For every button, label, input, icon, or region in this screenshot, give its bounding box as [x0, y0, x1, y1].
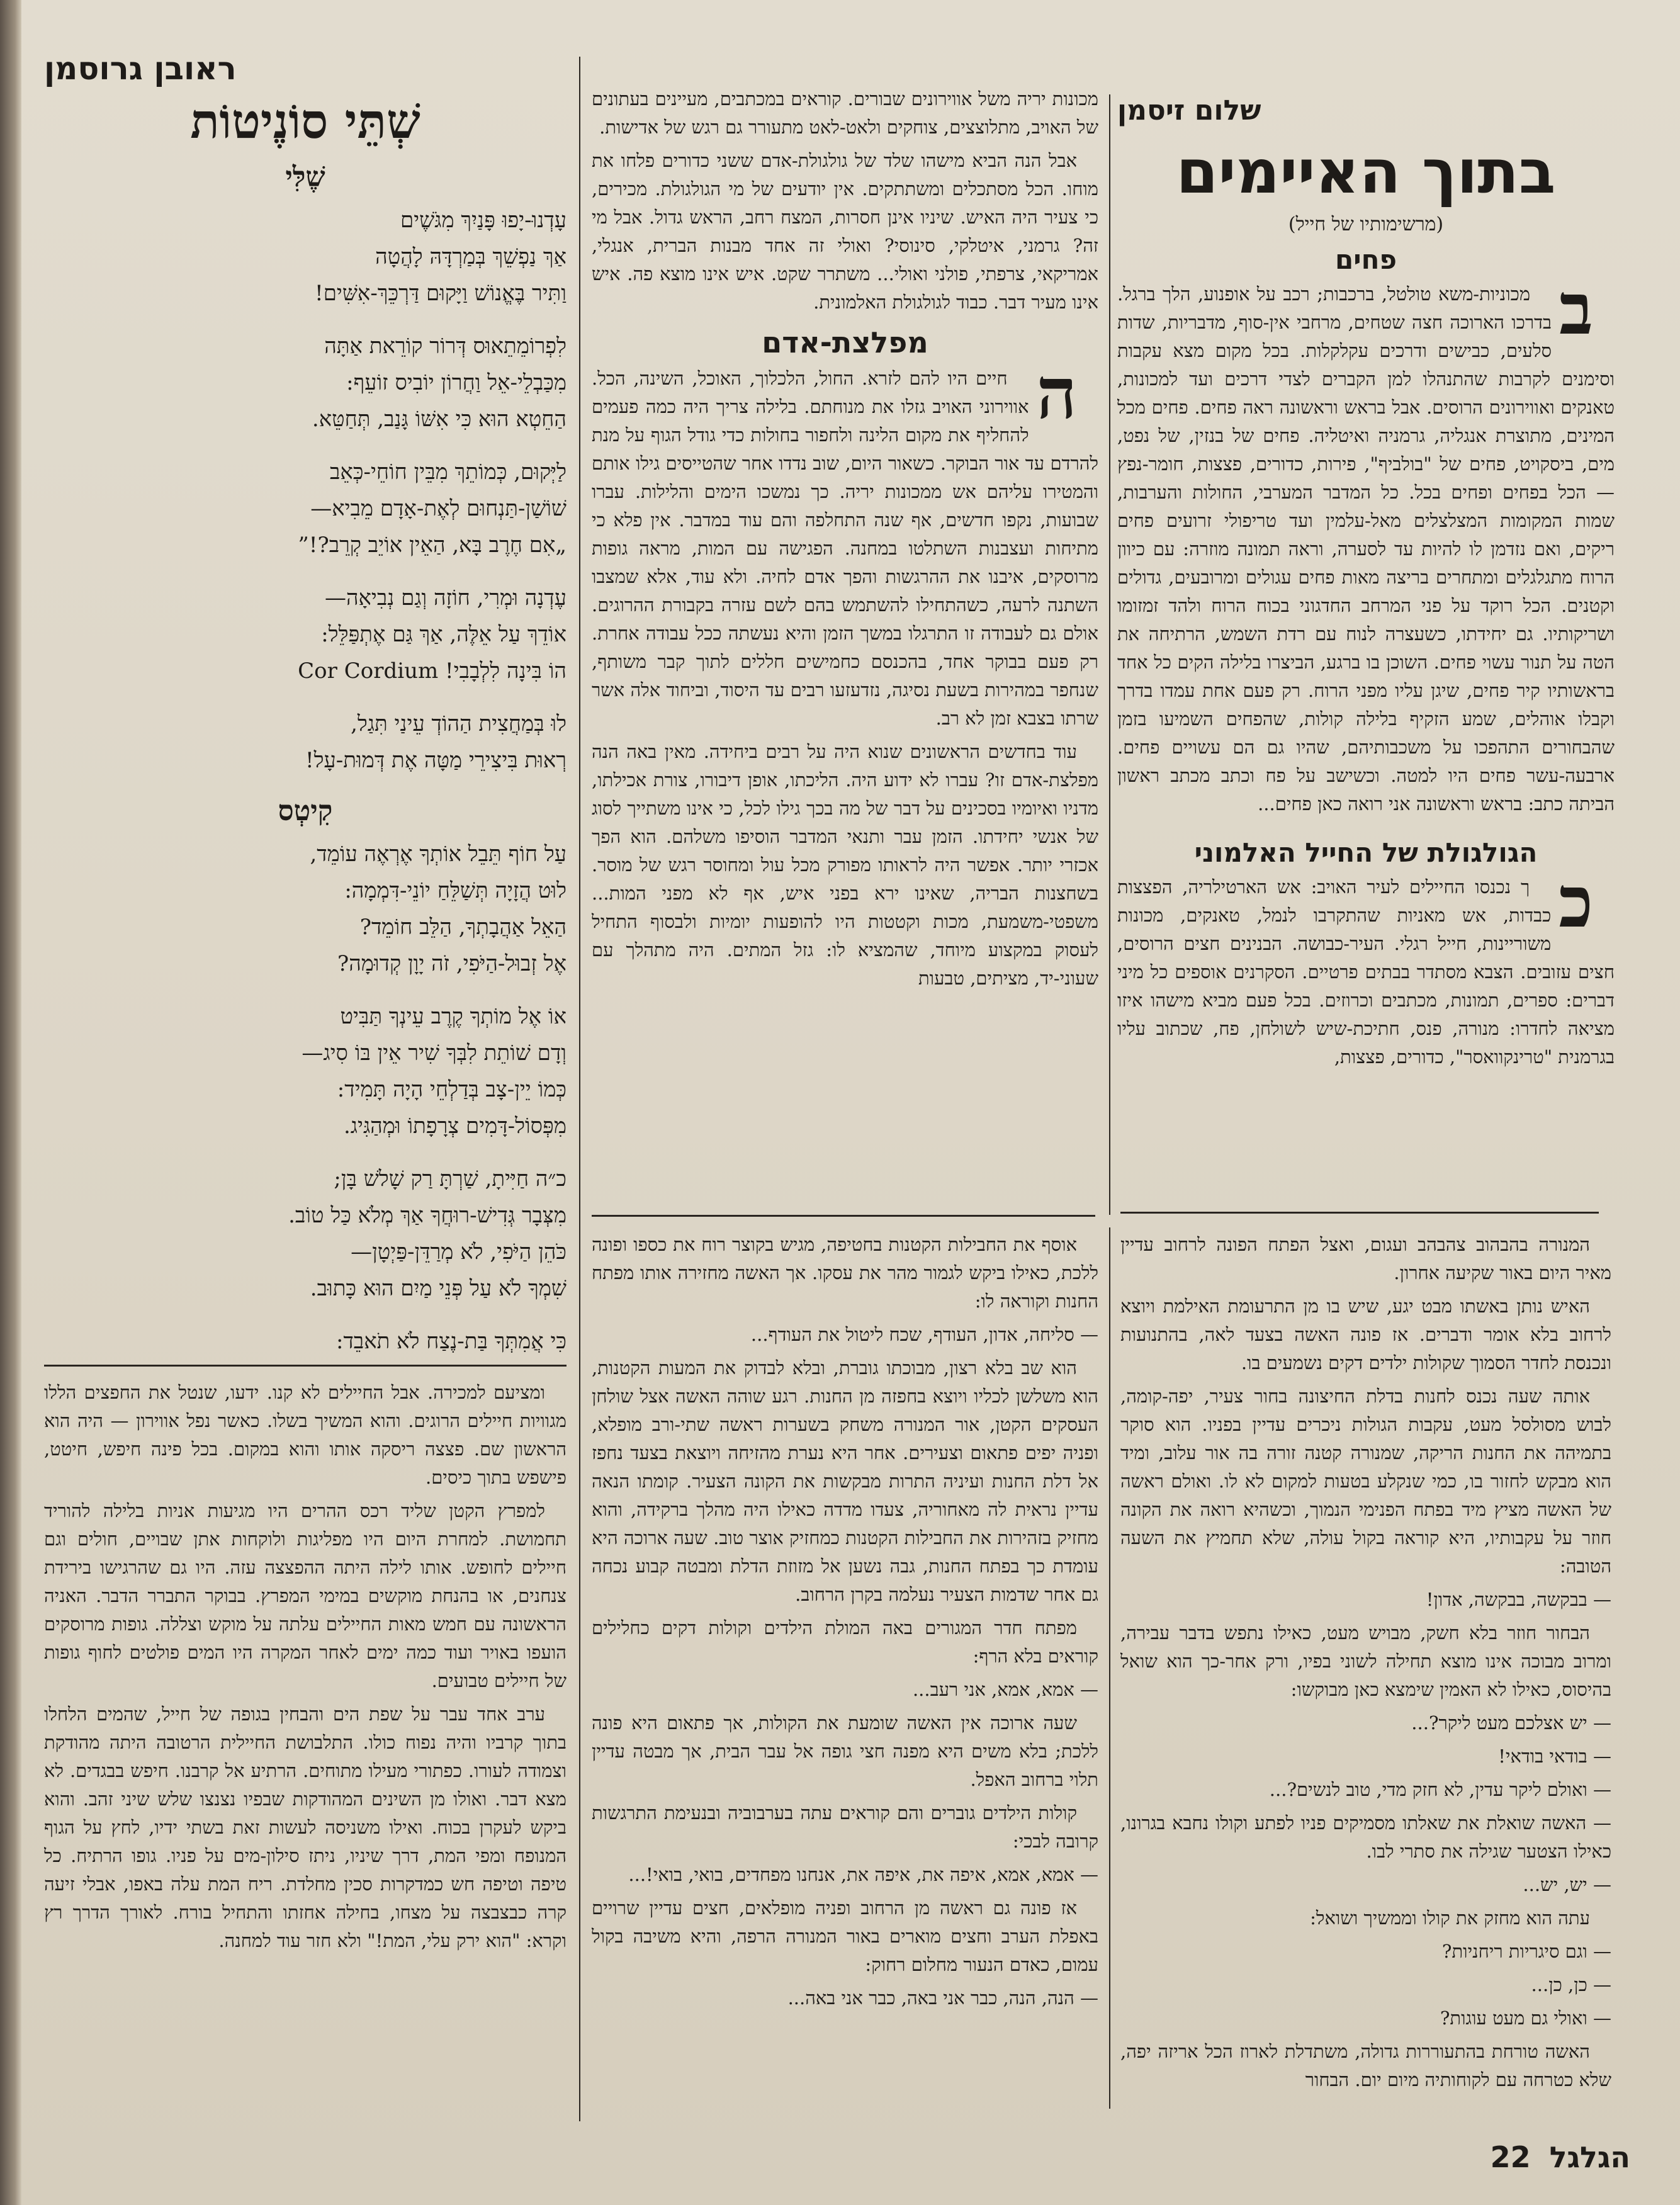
poem-line: לוּט הֲזָיָה תְּשַׁלֵּחַ יוֹנֵי-דִּמְמָה:	[344, 878, 567, 903]
poem-line: רְאוּת בִּיצִירֵי מַטָּה אֶת דְּמוּת-עָל!	[305, 748, 567, 773]
paragraph: שעה ארוכה אין האשה שומעת את הקולות, אך פתאום היא פונה ללכת; בלא משים היא מפנה חצי גופה אל עבר הבית, אך מבטה עדיין תלוי ברחוב האפל.	[592, 1712, 1098, 1790]
paragraph-skull: אבל הנה הביא מישהו שלד של גולגולת-אדם ששני כדורים פלחו את מוחו. הכל מסתכלים ומשתתקים. אין יודעים של מי הגולגולת. מכירים, כי צעיר היה האיש. שיניו אינן חסרות, המצח רחב, הראש גדול. אבל מי זה? גרמני, איטלקי, סינוסי? ואולי זה אחד מבנות הברית, אנגלי, אמריקאי, צרפתי, פולני ואולי... משתרר שקט. איש אינו מוצא פה. איש אינו מעיר דבר. כבוד לגולגולת האלמונית.	[592, 150, 1098, 313]
paragraph: עתה הוא מחזק את קולו וממשיך ושואל:	[1310, 1907, 1590, 1929]
poem-line: וַתִּיר בֶּאֱנוֹשׁ וַיָּקוּם דַּרְכֵּךְ-אִשִּׁים!	[315, 281, 567, 306]
binding-edge	[0, 0, 21, 2205]
paragraph: — יש אצלכם מעט ליקר?...	[1411, 1712, 1611, 1734]
poem-line: עַל חוֹף תֵּבֵל אוֹתְךָ אֶרְאֶה עוֹמֵד,	[310, 842, 567, 867]
story-column-left-bottom	[44, 1379, 567, 2121]
story-subtitle: (מרשימותיו של חייל)	[1288, 213, 1444, 235]
poem-line: אַךְ נַפְשֵׁךְ בְּמַרְדָּהּ לָהֲטָה	[375, 244, 567, 269]
paragraph: מפתח חדר המגורים באה המולת הילדים וקולות דקים כחלילים קוראים בלא הרף:	[592, 1617, 1098, 1667]
section-divider	[1120, 1212, 1599, 1214]
poem-line: שׁוֹשַׁן-תַּנְחוּם לְאֶת-אָדָם מֵבִיא—	[310, 496, 567, 521]
poem-keats	[44, 836, 567, 1360]
column-rule	[1109, 1227, 1110, 2109]
poem-line: מִכַּבְלֵי-אֵל וַחֲרוֹן יוֹבִיס זוֹעֵף:	[346, 370, 567, 395]
story-author: שלום זיסמן	[1117, 94, 1261, 127]
paragraph: אז פונה גם ראשה מן הרחוב ופניה מופלאים, חצים עדיין שרויים באפלת הערב וחצים מוארים באור המנורה הרפה, והיא משיבה בקול עמום, כאדם הנעור מחלום רחוק:	[592, 1897, 1098, 1975]
section-divider	[592, 1215, 1095, 1217]
story2-text-middle	[592, 1231, 1098, 2012]
poem-title-sheli: שֶׁלִּי	[285, 161, 325, 193]
column-rule	[579, 57, 580, 2121]
poem-line: „אִם חֶרֶב בָּא, הַאֵין אוֹיֵב קְרֵב?!”	[298, 533, 567, 558]
story-text-left-bottom	[44, 1379, 567, 1955]
section-heading-skull: הגולגולת של החייל האלמוני	[1194, 837, 1538, 868]
poem-line: הוֹ בִּינָה לִלְבָבִי! Cor Cordium	[298, 658, 567, 684]
poem-line: לוּ בְּמַחֲצִית הַהוֹדְ עֵינַי תִּגַל,	[351, 711, 567, 736]
paragraph: — הנה, הנה, כבר אני באה, כבר אני באה...	[787, 1987, 1098, 2009]
section-text-skull: כך נכנסו החיילים לעיר האויב: אש הארטילריה, הפצצות כבדות, אש מאניות שהתקרבו לנמל, טאנקים, מכונות משוריינות, חייל רגלי. העיר-כבושה. הבנינים חצים הרוסים, חצים עזובים. הצבא מסתדר בבתים פרטיים. הסקרנים אוספים כל מיני דברים: ספרים, תמונות, מכתבים וכרוזים. בכל פעם מביא מישהו איזו מציאה לחדרו: מנורה, פנס, חתיכת-שיש לשולחן, פח, שכתוב עליו בגרמנית "טרינקוואסר", כדורים, פצצות,	[1117, 861, 1615, 1068]
poem-line: וְדָם שׁוֹתֵת לִבְּךָ שִׁיר אֵין בּוֹ סִיג—	[302, 1040, 567, 1066]
poem-line: הַאֵל אַהֲבָתְךָ, הַלֵּב חוֹמֵד?	[359, 915, 567, 940]
paragraph: האיש נותן באשתו מבט יגע, שיש בו מן התרעומת האילמת ויוצא לרחוב בלא אומר ודברים. אז פונה האשה בצעד לאה, בהתנועות ונכנסת לחדר הסמוך שקולות ילדים דקים נשמעים בו.	[1120, 1295, 1611, 1373]
story-title: בתוך האיימים	[1176, 137, 1556, 207]
paragraph-cont: מכונות יריה משל אווירונים שבורים. קוראים במכתבים, מעיינים בעתונים של האויב, מתלוצצים, צוחקים ולאט-לאט מתעורר גם רגש של אדישות.	[592, 88, 1098, 138]
paragraph: אותה שעה נכנס לחנות בדלת החיצונה בחור צעיר, יפה-קומה, לבוש מסולסל מעט, עקבות הגולות ניכרים עדיין בפניו. הוא סוקר בתמיהה את החנות הריקה, שמנורה קטנה זורה בה אור עלוב, ומיד הוא מבקש לחזור בו, כמי שנקלע בטעות למקום לא לו. ואולם ראשה של האשה מציץ מיד בפתח הפנימי הנמוך, וכשהיא רואה את הקונה חוזר על עקבותיו, היא קוראה בקול עולה, שלא תחמיץ את השעה הטובה:	[1120, 1385, 1611, 1577]
paragraph: — האשה שואלת את שאלתו מסמיקים פניו לפתע וקולו נחבא בגרונו, כאילו הצטער שגילה את סתרי לבו.	[1120, 1812, 1611, 1862]
paragraph: — וגם סיגריות ריחניות?	[1441, 1941, 1611, 1962]
paragraph: — סליחה, אדון, העודף, שכח ליטול את העודף...	[750, 1324, 1098, 1345]
paragraph: הוא שב בלא רצון, מבוכתו גוברת, ובלא לבדוק את המעות הקטנות, הוא משלשן לכליו ויוצא בחפזה מן החנות. רגע שוהה האשה אצל שולחן העסקים הקטן, אור המנורה משחק בשערות ראשה שתי-ורב מופלא, ופניה יפים פתאום וצעירים. אחר היא נערת מהזיחה ויוצאת בצעד נחפז אל דלת החנות ועיניה התרות מבקשות את הקונה הצעיר. קומתו הנאה עדיין נראית לה מאחוריה, צעדו מדדה כאילו היה מהלך ברקידה, והוא מחזיק בזהירות את החבילות הקטנות כמחזיק אוצר טוב. שעה ארוכה היא עומדת כך בפתח החנות, גבה נשען אל מזוזת הדלת ומבטה קבוע נכחה גם אחר שדמות הצעיר נעלמה בקרן הרחוב.	[592, 1357, 1098, 1605]
stanza	[44, 1161, 567, 1307]
paragraph: — בבקשה, בבקשה, אדון!	[1426, 1589, 1611, 1610]
poem-line: כִּי אֲמִתְּךָ בַּת-נֶצַח לֹא תֹאבֵד:	[336, 1329, 567, 1354]
paragraph: ערב אחד עבר על שפת הים והבחין בגופה של חייל, שהמים הלחלו בתוך קרביו והיה נפוח כולו. התלבושת החיילית הרטובה היתה מהודקת וצמודה לעורו. כפתורי מעילו מתוחים. הרתיע אל קרבנו. חיפש בבגדים. לא מצא דבר. ואולו מן השינים המהודקות שבפיו נצנצו שלש שיני זהב. והוא ביקש לעקרן בכוח. ואילו משניסה לעשות זאת בשתי ידיו, לחץ על הגוף המנופח ומפי המת, דרך שיניו, ניתז סילון-מים על פניו. גופו הרתיח. כל טיפה וטיפה חש כמדקרות סכין מחלדת. ריח המת עלה באפו, אבלי זיעה קרה כבצבצה על מצחו, בחילה אחזתו והתחיל בורח. לאורך הדרך רץ וקרא: "הוא ירק עלי, המת!" ולא חזר עוד למחנה.	[44, 1703, 567, 1951]
paragraph: — אמא, אמא, אני רעב...	[912, 1679, 1098, 1700]
story2-column-right	[1120, 1231, 1611, 2121]
paragraph: האשה טורחת בהתעוררות גדולה, משתדלת לארוז הכל אריזה יפה, שלא כטרחה עם לקוחותיה מיום יום. הבחור	[1120, 2041, 1611, 2090]
stanza	[44, 454, 567, 563]
poem-line: אוֹ אֶל מוֹתְךָ קֶרֶב עֵינְךָ תַּבִּיט	[340, 1004, 567, 1029]
paragraph: אוסף את החבילות הקטנות בחטיפה, מגיש בקוצר רוח את כספו ופונה ללכת, כאילו ביקש לגמור מהר את עסקו. אך האשה מחזירה אותו מפתח החנות וקוראה לו:	[592, 1234, 1098, 1312]
poems-title: שְׁתֵּי סוֹנֶיטוֹת	[190, 93, 420, 149]
section-text-monster: החיים היו להם לזרא. החול, הלכלוך, האוכל, השינה, הכל. אווירוני האויב גזלו את מנוחתם. בלילה צריך היה כמה פעמים להחליף את מקום הלינה ולחפור בחולות כדי גודל הגוף על מנת להרדם עד אור הבוקר. כשאור היום, שוב נדדו אחר שהטייסים גילו אותם והמטירו עליהם אש ממכונות יריה. כך נמשכו הימים והלילות. עברו שבועות, נקפו חדשים, אף שנה התחלפה והם עוד במדבר. אין פלא כי מתיחות ועצבנות השתלטו במחנה. הפגישה עם המות, מראה גופות מרוסקים, איבנו את ההרגשות והפך אדם לחיה. ולא עוד, אלא שמצבו השתנה לרעה, כשהתחילו להשתמש בהם לשם עזרה בקבורת ההרוגים. אולם גם לעבודה זו התרגלו במשך הזמן והיא נעשתה ככל עבודה אחרת. רק פעם בבוקר אחד, בהכנסם כחמישים חללים לתוך קבר משותף, שנחפר במהירות בשעת נסיגה, נזדעזעו רבים עד היסוד, וביחוד אלה אשר שרתו בצבא זמן לא רב.	[592, 352, 1098, 729]
story-column-middle	[592, 85, 1098, 1212]
poem-line: מִצְּבָר גְּדִישׁ-רוּחֲךָ אַךְ מְלֹא כַּל טוֹב.	[288, 1203, 567, 1228]
magazine-name: הגלגל	[1549, 2140, 1630, 2174]
poem-title-keats: קִיטְס	[278, 795, 333, 827]
paragraph: — ואולי גם מעט עוגות?	[1440, 2007, 1611, 2029]
poem-line: כ״ה חַיִּיתָ, שַׁרְתָּ רַק שָׁלשׁ בָּן;	[334, 1166, 567, 1192]
story2-text-right	[1120, 1231, 1611, 2094]
paragraph-monster-2: עוד בחדשים הראשונים שנוא היה על רבים ביחידה. מאין באה הנה מפלצת-אדם זו? עברו לא ידוע היה. הליכתו, אופן דיבורו, צורת אכילתו, מדניו ואיומיו בסכינים על דבר של מה בכך גילו לכל, כי אינו משתייך לסוג של אנשי יחידתו. הזמן עבר ותנאי המדבר הוסיפו משלהם. הוא הפך אכזרי יותר. אפשר היה לראותו מפורק מכל עול ומחוסר רגש של מוסר. בשחצנות הבריה, שאינו ירא בפני איש, אף לא מפני המות... משפטי-משמעת, מכות וקטטות היו להופעות יומיות ולבסוף התחיל לעסוק במקצוע מיוחד, שהמציא לו: גזל המתים. היה מתהלך עם שעוני-יד, מציתים, טבעות	[592, 741, 1098, 989]
poet-name: ראובן גרוסמן	[44, 50, 237, 87]
poem-sheli	[44, 202, 567, 779]
paragraph: — אמא, אמא, איפה את, איפה את, אנחנו מפחדים, בואי, בואי!...	[628, 1864, 1098, 1885]
paragraph: קולות הילדים גוברים והם קוראים עתה בערבוביה ובנעימת התרגשות קרובה לבכי:	[592, 1802, 1098, 1852]
story2-column-middle	[592, 1231, 1098, 2121]
poem-line: אֶל זְבוּל-הַיֹּפִי, זֹה יָוָן קְדוּמָה?	[337, 951, 567, 976]
story-column-right	[1117, 94, 1615, 1209]
poem-line: לִפְרוֹמֵתֵאוּס דְּרוֹר קוֹרֵאת אַתָּה	[324, 334, 567, 359]
section-text-cans: במכוניות-משא טולטל, ברכבות; רכב על אופנוע, הלך ברגל. בדרכו הארוכה חצה שטחים, מרחבי אין-סוף, מדבריות, שדות סלעים, כבישים ודרכים עקלקלות. בכל מקום מצא עקבות וסימנים לקרבות שהתנהלו למן הקברים לצדי דרכים ועד למכונות, טאנקים ואווירונים הרוסים. אבל בראש וראשונה ראה פחים. פחים מכל המינים, מתוצרת אנגליה, גרמניה ואיטליה. פחים של בנזין, של נפט, מים, ביסקויט, פחים של "בולביף", פירות, כדורים, פצצות, חומר-נפץ — הכל בפחים ופחים בכל. כל המדבר המערבי, החולות והערבות, שמות המקומות המצלצלים מאל-עלמין ועד טריפולי זרועים פחים ריקים, ואם נזדמן לו להיות עד לסערה, וראה תמונה מוזרה: עם כיוון הרוח מתגלגלים ומתחרים בריצה מאות פחים עגולים ומרובעים, גדולים וקטנים. הכל רוקד על פני המרחב החדגוני בכוח הרוח ולהד זמזומו ושריקותיו. גם יחידתו, כשעצרה לנוח עם רדת השמש, הרתיחה את הטה על תנור עשוי פחים. השוכן בו ברגע, הביצרו בלילה הקים כל אחד בראשותיו קיר פחים, שיגן עליו מפני הרוח. רק פעם אחת עמדו בדרך וקבלו אוהלים, שמע הזקיף בלילה קולות, שהפחים השמיעו בזמן שהבחורים התהפכו על משכבותיהם, שהיו גם הם עשויים פחים. ארבעה-עשר פחים היו למטה. וכשישב על פח וכתב מכתב ראשון הביתה כתב: בראש וראשונה אני רואה כאן פחים...	[1117, 268, 1615, 815]
paragraph: — כן, כן...	[1531, 1974, 1611, 1995]
paragraph: המנורה בהבהוב צהבהב ועגום, ואצל הפתח הפונה לרחוב עדיין מאיר היום באור שקיעה אחרון.	[1120, 1234, 1611, 1283]
page-footer	[1448, 2140, 1630, 2174]
stanza	[44, 202, 567, 312]
stanza	[44, 706, 567, 779]
poem-column	[44, 50, 567, 1360]
column-rule	[1109, 94, 1110, 1215]
poem-line: כְּמוֹ יֵין-צָב בְּדַלְחֵי הָיָה תָּמִיד:	[337, 1077, 567, 1102]
section-heading-monster: מפלצת-אדם	[762, 325, 928, 359]
poem-line: עֶדְנָה וּמְרִי, חוֹזָה וְגַם נְבִיאָה—	[324, 585, 567, 611]
poem-line: מִפְּסוֹל-דָּמִים צְרָפָתוֹ וּמְהַגִּיג.	[344, 1114, 567, 1139]
poem-line: שִׁמְךָ לֹא עַל פְּנֵי מַיִם הוּא כָּתוּב.	[310, 1276, 567, 1301]
section-divider	[44, 1365, 567, 1367]
poem-line: הַחֵטְא הוּא כִּי אִשּׁוֹ גָּנַב, תְּחַטֵּא.	[312, 407, 567, 432]
paragraph: — בודאי בודאי!	[1498, 1745, 1611, 1767]
stanza	[44, 328, 567, 437]
paragraph: למפרץ הקטן שליד רכס ההרים היו מגיעות אניות בלילה להוריד תחמושת. למחרת היום היו מפליגות ולוקחות אתן שבויים, חולים וגם חיילים לחופש. אותו לילה היתה ההפצצה עזה. היו גם שהרגישו בירידת צנחנים, או בהנחת מוקשים במימי המפרץ. בבוקר התברר הדבר. האניה הראשונה עם חמש מאות החיילים עלתה על מוקש וצללה. גופות מרוסקים הועפו באויר ועוד כמה ימים לאחר המקרה היו המים פולטים לחוף גופות של חיילים טבועים.	[44, 1500, 567, 1691]
poem-line: לַיְּקוּם, כְּמוֹתֵךְ מִבֵּין חוֹחֵי-כְּאֵב	[330, 460, 567, 485]
paragraph: ומציעם למכירה. אבל החיילים לא קנו. ידעו, שנטל את החפצים הללו מגוויות חיילים הרוגים. והוא המשיך בשלו. כאשר נפל אווירון — היה הוא הראשון שם. פצצה ריסקה אותו והוא במקום. בכל פינה חיפש, חיטט, פישפש בתוך כיסים.	[44, 1382, 567, 1488]
page-number: 22	[1490, 2140, 1531, 2174]
stanza	[44, 580, 567, 689]
paragraph: הבחור חוזר בלא חשק, מבויש מעט, כאילו נתפש בדבר עבירה, ומרוב מבוכה אינו מוצא תחילה לשוני בפיו, ורק אחר-כך הוא שואל בהיסוס, כאילו לא האמין שימצא כאן מבוקשו:	[1120, 1622, 1611, 1700]
paragraph: — ואולם ליקר עדין, לא חזק מדי, טוב לנשים?...	[1269, 1779, 1611, 1800]
paragraph: — יש, יש...	[1523, 1874, 1611, 1895]
section-heading-cans: פחים	[1334, 244, 1397, 275]
poem-line: כֹּהֵן הַיֹּפִי, לֹא מְרַדֵּן-פַּיְטָן—	[351, 1239, 567, 1265]
poem-line: עָדְנוּ-יָפוּ פָּנַיִךְ מִגֹּשֶׁים	[400, 208, 567, 233]
poem-line: אוֹדֵךְ עַל אֵלֶּה, אַךְ גַּם אֶתְפַּלֵּל:	[321, 622, 567, 647]
stanza	[44, 836, 567, 982]
stanza	[44, 1323, 567, 1360]
stanza	[44, 998, 567, 1144]
